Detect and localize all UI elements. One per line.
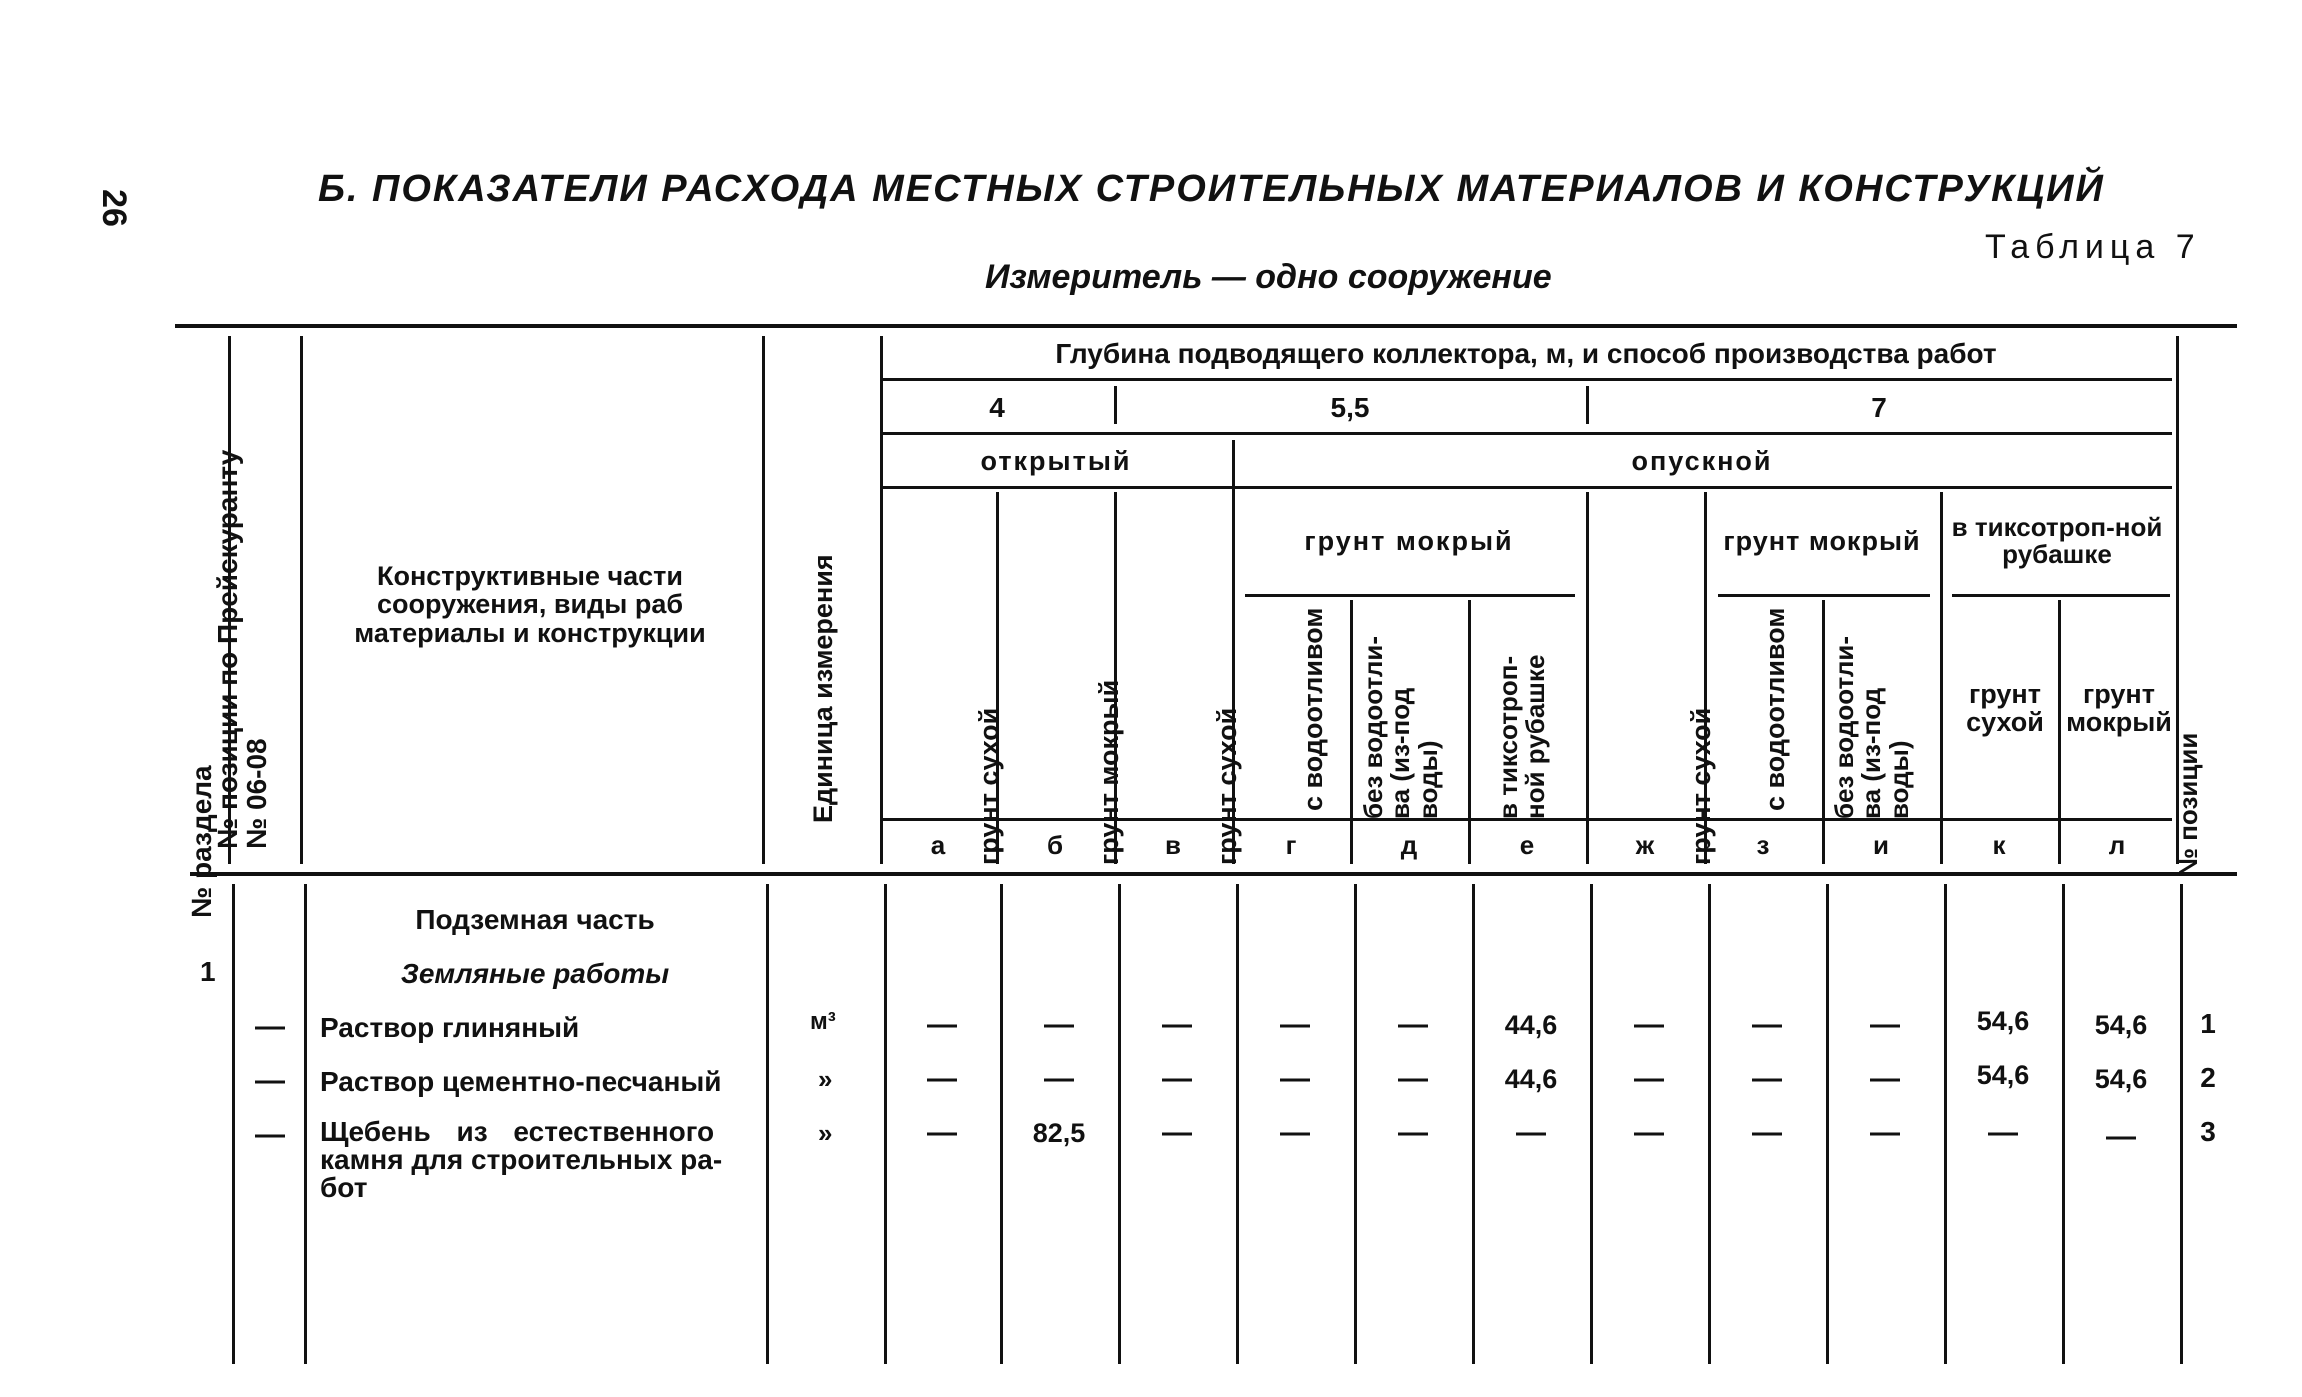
row-val-b: — [1044, 1008, 1074, 1041]
header-unit: Единица измерения [808, 554, 838, 823]
row-val-e: 44,6 [1504, 1064, 1558, 1094]
row-val-z: — [1752, 1116, 1782, 1149]
row-name-line-1: Щебень из естественного [320, 1116, 715, 1147]
v-d [1468, 600, 1471, 864]
vb-pp [304, 884, 307, 1364]
row-val-zh: — [1634, 1062, 1664, 1095]
row-val-g: — [1280, 1008, 1310, 1041]
v-z [1822, 600, 1825, 864]
header-bottom-rule [190, 872, 2237, 876]
v-pp [300, 336, 303, 864]
header-wet-soil-2: грунт мокрый [1723, 526, 1921, 556]
letter-zh: ж [1635, 830, 1655, 860]
section-title: Б. ПОКАЗАТЕЛИ РАСХОДА МЕСТНЫХ СТРОИТЕЛЬНЫХ МАТЕРИАЛОВ И КОНСТРУКЦИЙ [318, 168, 2105, 210]
sub-zh: грунт сухой [1686, 707, 1716, 865]
row-val-d: — [1398, 1008, 1428, 1041]
page-number: 26 [95, 189, 133, 227]
header-wet-soil-1: грунт мокрый [1304, 526, 1514, 556]
header-depth-group: Глубина подводящего коллектора, м, и способ производства работ [1055, 338, 1997, 369]
row-name: Раствор цементно-песчаный [320, 1066, 722, 1097]
header-section-no: № раздела [186, 765, 217, 918]
row-position: 3 [2200, 1116, 2216, 1147]
header-depth-7: 7 [1871, 392, 1887, 423]
section-number: 1 [200, 956, 216, 987]
row-val-a: — [927, 1116, 957, 1149]
v-desc [762, 336, 765, 864]
v-g [1350, 600, 1353, 864]
row-val-b: 82,5 [1032, 1118, 1086, 1148]
row-name-line-2: камня для строительных ра- [320, 1144, 723, 1175]
row-val-i: — [1870, 1008, 1900, 1041]
rule-depth [880, 378, 2172, 381]
v-i [1940, 492, 1943, 864]
table-top-rule [175, 324, 2237, 328]
row-price-pos: — [255, 1064, 285, 1097]
sub-l: грунт мокрый [2066, 679, 2172, 738]
sub-z: с водоотливом [1760, 607, 1790, 811]
row-val-a: — [927, 1062, 957, 1095]
row-unit: » [818, 1118, 833, 1148]
row-val-l: — [2106, 1120, 2136, 1153]
row-position: 2 [2200, 1062, 2216, 1093]
row-val-v: — [1162, 1116, 1192, 1149]
row-val-g: — [1280, 1116, 1310, 1149]
letter-v: в [1165, 830, 1181, 860]
row-val-v: — [1162, 1008, 1192, 1041]
row-name-line-3: бот [320, 1172, 368, 1203]
letter-l: л [2108, 830, 2126, 860]
row-val-e: 44,6 [1504, 1010, 1558, 1040]
letter-k: к [1992, 830, 2006, 860]
row-val-k: 54,6 [1976, 1006, 2030, 1036]
row-val-i: — [1870, 1062, 1900, 1095]
row-val-d: — [1398, 1062, 1428, 1095]
sub-b: грунт мокрый [1094, 679, 1124, 865]
vb-desc [766, 884, 769, 1364]
row-price-pos: — [255, 1118, 285, 1151]
row-val-k: 54,6 [1976, 1060, 2030, 1090]
table-label: Таблица 7 [1985, 228, 2201, 266]
letter-z: з [1756, 830, 1770, 860]
header-depth-4: 4 [989, 392, 1005, 423]
row-val-a: — [927, 1008, 957, 1041]
sub-k: грунт сухой [1966, 679, 2044, 738]
row-val-k: — [1988, 1116, 2018, 1149]
sub-e: в тиксотроп-ной рубашке [1493, 654, 1551, 819]
row-val-d: — [1398, 1116, 1428, 1149]
section-name: Земляные работы [400, 958, 670, 989]
row-val-z: — [1752, 1008, 1782, 1041]
sub-i: без водоотли-ва (из-под воды) [1829, 635, 1914, 819]
row-val-e: — [1516, 1116, 1546, 1149]
v-k [2058, 600, 2061, 864]
rule-sub [880, 486, 2172, 489]
row-val-z: — [1752, 1062, 1782, 1095]
row-unit: » [818, 1064, 833, 1094]
part-title: Подземная часть [415, 904, 655, 935]
header-depth-5-5: 5,5 [1330, 392, 1370, 423]
rule-method [880, 432, 2172, 435]
row-val-b: — [1044, 1062, 1074, 1095]
letter-g: г [1285, 830, 1297, 860]
row-unit: м³ [810, 1008, 836, 1035]
sub-v: грунт сухой [1212, 707, 1242, 865]
header-price-position: № позиции по Прейскуранту № 06-08 [212, 449, 273, 849]
v-e2 [1586, 492, 1589, 864]
row-name: Раствор глиняный [320, 1012, 580, 1043]
rule-thixo [1952, 594, 2170, 597]
letter-b: б [1046, 830, 1064, 860]
header-thixo-jacket: в тиксотроп-ной рубашке [1951, 512, 2163, 570]
sub-g: с водоотливом [1298, 607, 1328, 811]
row-val-l: 54,6 [2094, 1010, 2148, 1040]
header-method-sunk: опускной [1631, 446, 1773, 476]
letter-a: а [930, 830, 946, 860]
sub-a: грунт сухой [974, 707, 1004, 865]
header-method-open: открытый [980, 446, 1132, 476]
letter-d: д [1400, 830, 1418, 860]
vb-sec [232, 884, 235, 1364]
row-val-i: — [1870, 1116, 1900, 1149]
header-description: Конструктивные части сооружения, виды раб материалы и конструкции [354, 561, 706, 648]
letter-i: и [1873, 830, 1889, 860]
row-val-zh: — [1634, 1116, 1664, 1149]
row-val-l: 54,6 [2094, 1064, 2148, 1094]
row-price-pos: — [255, 1010, 285, 1043]
row-name [320, 1118, 752, 1202]
meter-label: Измеритель — одно сооружение [985, 258, 1552, 296]
header-position-no: № позиции [2173, 732, 2203, 877]
rule-wet2 [1718, 594, 1930, 597]
letter-e: е [1519, 830, 1535, 860]
row-val-g: — [1280, 1062, 1310, 1095]
rule-wet1 [1245, 594, 1575, 597]
sub-d: без водоотли-ва (из-под воды) [1358, 635, 1443, 819]
row-val-zh: — [1634, 1008, 1664, 1041]
row-val-v: — [1162, 1062, 1192, 1095]
row-position: 1 [2200, 1008, 2216, 1039]
